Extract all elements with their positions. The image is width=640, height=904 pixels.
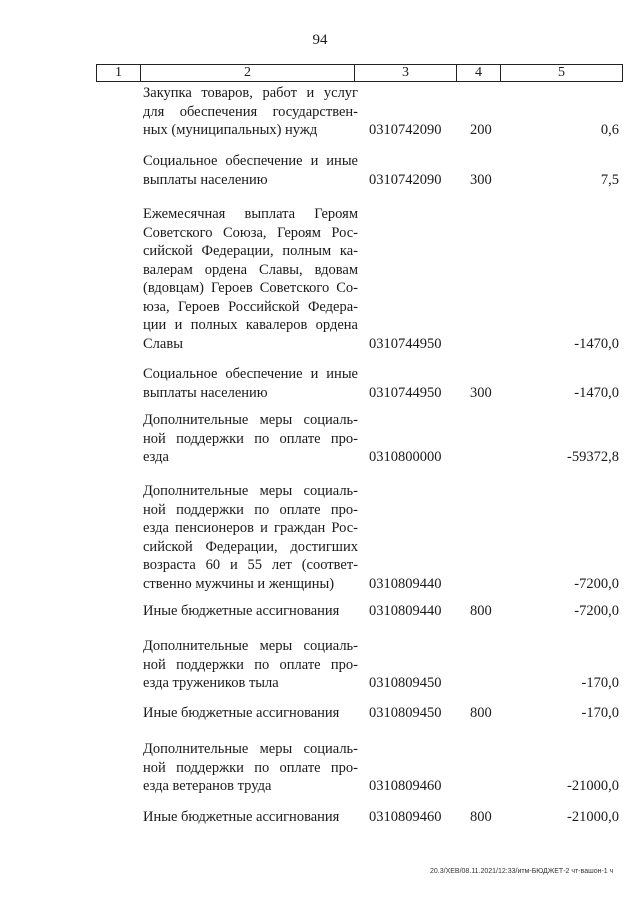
row-amount: -21000,0 [567, 809, 619, 825]
row-name-line: Дополнительные меры социаль- [143, 483, 358, 499]
column-header-2: 2 [141, 65, 355, 82]
row-amount: -1470,0 [574, 335, 619, 352]
row-name [143, 602, 358, 621]
row-amount: -59372,8 [567, 449, 619, 465]
row-name [143, 704, 358, 723]
row-name-line: Иные бюджетные ассигнования [143, 705, 340, 721]
row-name-line: езда [143, 449, 169, 465]
row-expense-type: 300 [470, 171, 492, 188]
row-amount: -170,0 [581, 705, 619, 721]
row-name-line: Славы [143, 335, 183, 352]
row-name-line: ции и полных кавалеров ордена [143, 317, 358, 333]
row-name-line: (вдовцам) Героев Советского Со- [143, 280, 358, 296]
row-name-line: ной поддержки по оплате про- [143, 759, 358, 776]
row-code: 0310744950 [369, 384, 442, 401]
row-name-line: Дополнительные меры социаль- [143, 741, 358, 757]
row-code: 0310809440 [369, 575, 442, 592]
row-code: 0310809450 [369, 705, 442, 721]
row-expense-type: 800 [470, 705, 492, 721]
row-name-line: сийской Федерации, полным ка- [143, 243, 358, 259]
row-name-line: Иные бюджетные ассигнования [143, 809, 340, 825]
row-name-line: езда пенсионеров и граждан Рос- [143, 520, 358, 536]
row-name [143, 482, 358, 593]
row-name [143, 411, 358, 467]
column-header-3: 3 [355, 65, 457, 82]
row-name-line: ной поддержки по оплате про- [143, 430, 358, 447]
row-name-line: ной поддержки по оплате про- [143, 656, 358, 673]
column-header-5: 5 [501, 65, 623, 82]
row-name-line: Закупка товаров, работ и услуг [143, 85, 358, 101]
row-amount: 7,5 [600, 171, 619, 188]
row-name-line: для обеспечения государствен- [143, 103, 358, 120]
row-expense-type: 800 [470, 809, 492, 825]
row-name-line: ных (муниципальных) нужд [143, 122, 318, 138]
row-name-line: Дополнительные меры социаль- [143, 638, 358, 654]
row-name-line: езда ветеранов труда [143, 778, 272, 794]
row-expense-type: 800 [470, 603, 492, 619]
row-name-line: возраста 60 и 55 лет (соответ- [143, 557, 358, 573]
row-name-line: езда тружеников тыла [143, 675, 279, 691]
row-code: 0310742090 [369, 171, 442, 188]
row-name-line: валерам ордена Славы, вдовам [143, 261, 358, 278]
row-amount: -21000,0 [567, 778, 619, 794]
row-name [143, 637, 358, 693]
row-name-line: сийской Федерации, достигших [143, 538, 358, 555]
row-amount: -7200,0 [574, 603, 619, 619]
row-name [143, 808, 358, 827]
row-amount: -170,0 [581, 675, 619, 691]
column-header-table [96, 64, 623, 82]
document-footer-stamp: 20.3/ХЕВ/08.11.2021/12:33/итм-БЮДЖЕТ-2 чт-вашон-1 ч [430, 868, 614, 875]
row-code: 0310809440 [369, 603, 442, 619]
row-name-line: Социальное обеспечение и иные [143, 366, 358, 382]
row-expense-type: 200 [470, 122, 492, 138]
row-name-line: ной поддержки по оплате про- [143, 501, 358, 518]
row-name-line: Социальное обеспечение и иные [143, 153, 358, 169]
row-code: 0310742090 [369, 122, 442, 138]
page-number: 94 [312, 32, 328, 48]
row-code: 0310809460 [369, 778, 442, 794]
row-code: 0310744950 [369, 335, 442, 352]
row-name-line: Ежемесячная выплата Героям [143, 206, 358, 222]
column-header-1: 1 [97, 65, 141, 82]
row-name [143, 740, 358, 796]
row-name [143, 365, 358, 402]
row-code: 0310809450 [369, 675, 442, 691]
row-name-line: выплаты населению [143, 171, 268, 188]
row-name-line: Дополнительные меры социаль- [143, 412, 358, 428]
row-name-line: Советского Союза, Героям Рос- [143, 224, 358, 241]
row-name-line: выплаты населению [143, 384, 268, 401]
row-name-line: юза, Героев Российской Федера- [143, 298, 358, 315]
row-name-line: ственно мужчины и женщины) [143, 575, 335, 592]
row-name [143, 152, 358, 189]
row-name [143, 84, 358, 140]
row-expense-type: 300 [470, 384, 492, 401]
row-name [143, 205, 358, 353]
row-amount: -1470,0 [574, 384, 619, 401]
row-amount: -7200,0 [574, 575, 619, 592]
row-amount: 0,6 [600, 122, 619, 138]
row-code: 0310809460 [369, 809, 442, 825]
row-code: 0310800000 [369, 449, 442, 465]
row-name-line: Иные бюджетные ассигнования [143, 603, 340, 619]
column-header-4: 4 [457, 65, 501, 82]
